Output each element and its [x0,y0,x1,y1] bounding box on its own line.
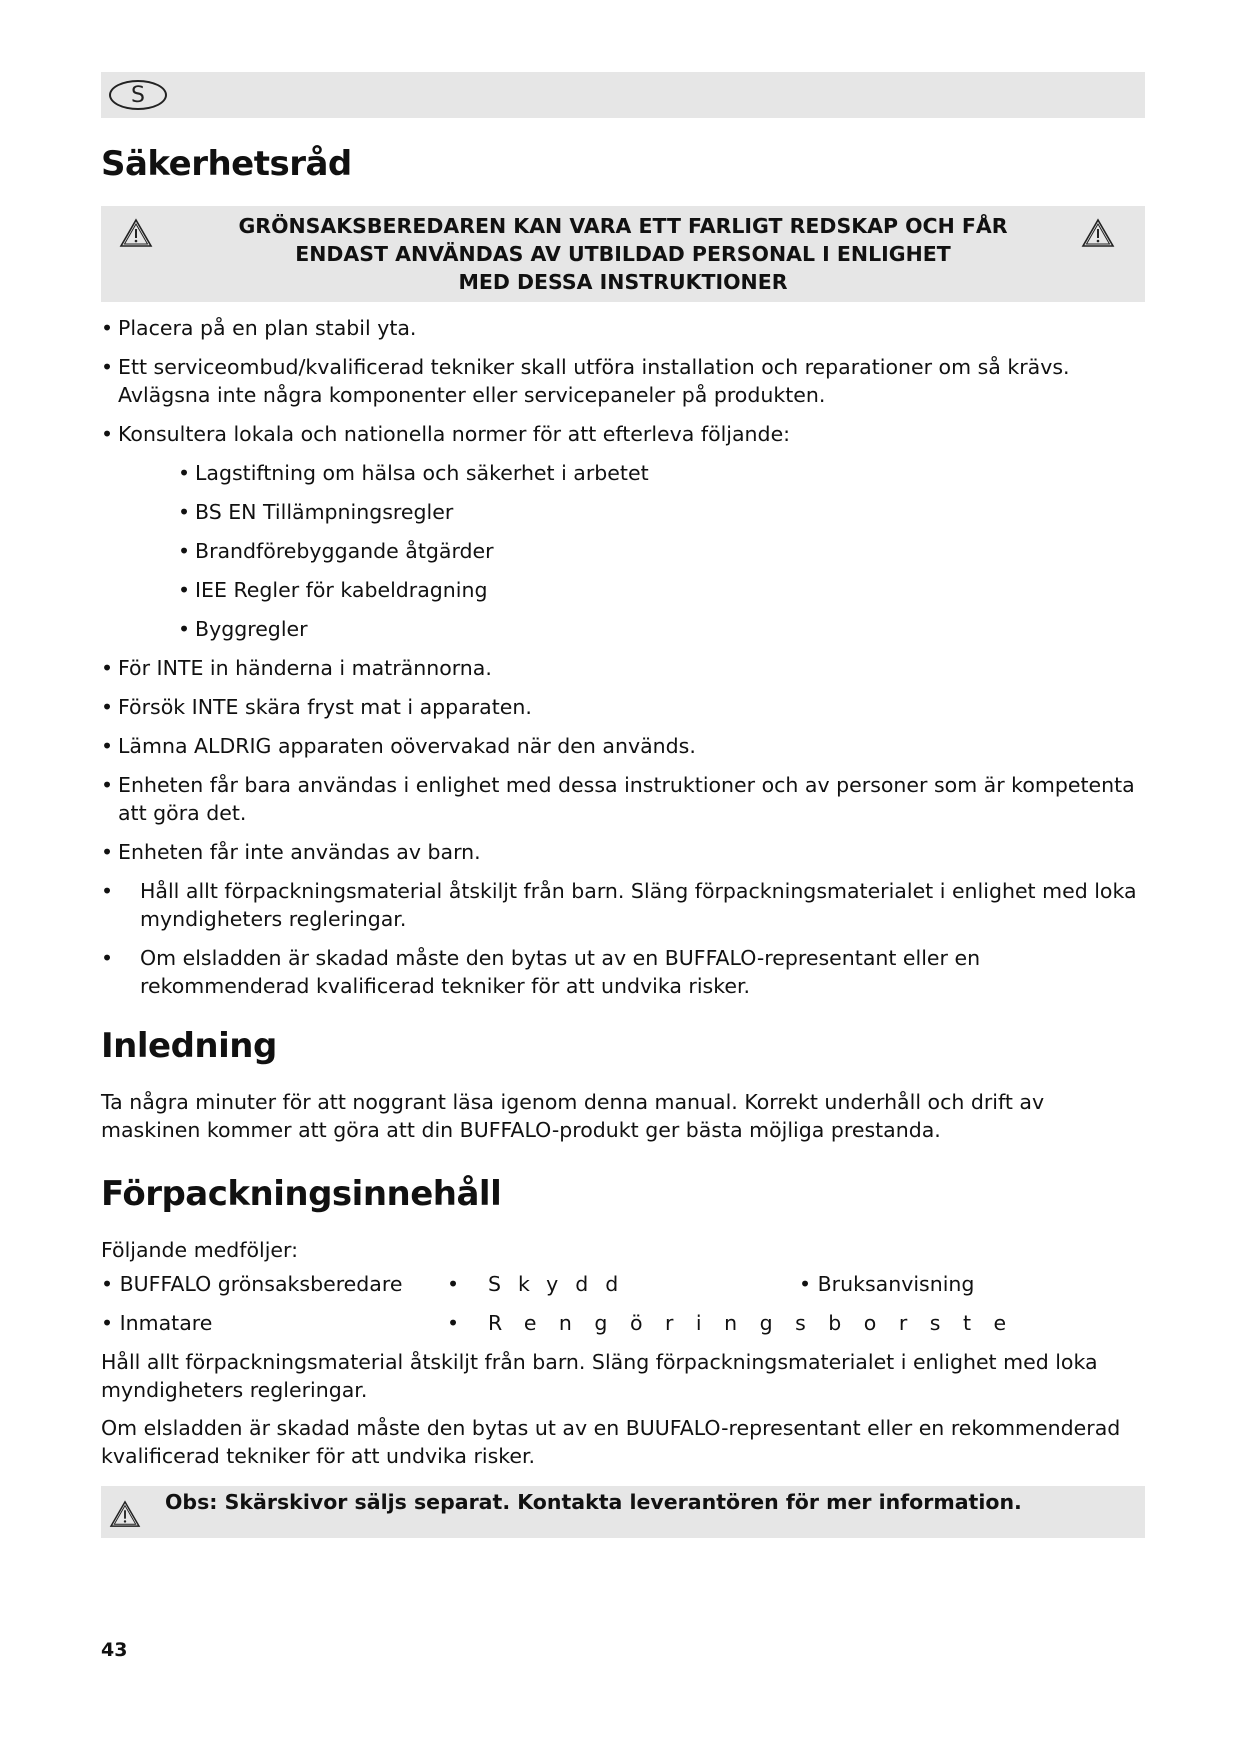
list-item: • Placera på en plan stabil yta. [101,316,417,340]
packing-title: Förpackningsinnehåll [101,1174,502,1214]
packing-paragraph: Håll allt förpackningsmaterial åtskiljt från barn. Släng förpackningsmaterialet i enlighet med loka myndigheters regleringar. [101,1350,1098,1402]
bullet: • [101,316,114,340]
sub-list-item: • Brandförebyggande åtgärder [178,539,494,563]
sub-list-item: • IEE Regler för kabeldragning [178,578,488,602]
packing-row [101,1309,1145,1337]
bullet: • [178,461,191,485]
warning-line: ENDAST ANVÄNDAS AV UTBILDAD PERSONAL I ENLIGHET [295,242,951,266]
packing-lead: Följande medföljer: [101,1238,299,1262]
list-item: • Om elsladden är skadad måste den bytas ut av en BUFFALO-representant eller en rekommenderad kvalificerad tekniker för att undvika risker. [101,946,981,998]
language-bar [101,72,1145,118]
note-text: Obs: Skärskivor säljs separat. Kontakta leverantören för mer information. [165,1490,1022,1514]
page-number: 43 [101,1639,128,1661]
list-item: • Enheten får inte användas av barn. [101,840,481,864]
packing-contents [101,1270,1145,1337]
warning-line: GRÖNSAKSBEREDAREN KAN VARA ETT FARLIGT REDSKAP OCH FÅR [238,214,1008,238]
warning-text [213,212,1033,296]
bullet: • [447,1272,460,1296]
sub-list-item: • Byggregler [178,617,308,641]
bullet: • [178,539,191,563]
packing-paragraph: Om elsladden är skadad måste den bytas ut av en BUUFALO-representant eller en rekommenderad kvalificerad tekniker för att undvika risker. [101,1416,1121,1468]
packing-item: • Bruksanvisning [799,1272,975,1296]
warning-box [101,206,1145,302]
bullet: • [101,734,114,758]
bullet: • [101,879,114,903]
list-item: • Håll allt förpackningsmaterial åtskiljt från barn. Släng förpackningsmaterialet i enlighet med loka myndigheters regleringar. [101,879,1137,931]
warning-triangle-icon [119,218,153,248]
list-item: • Ett serviceombud/kvalificerad tekniker skall utföra installation och reparationer om så krävs. Avlägsna inte några komponenter eller servicepaneler på produkten. [101,355,1070,407]
note-box [101,1486,1145,1538]
list-item: • Försök INTE skära fryst mat i apparaten. [101,695,532,719]
bullet: • [101,355,114,379]
sub-list-item: • Lagstiftning om hälsa och säkerhet i arbetet [178,461,649,485]
bullet: • [447,1311,460,1335]
bullet: • [101,840,114,864]
packing-row [101,1270,1145,1298]
list-item: • Enheten får bara användas i enlighet med dessa instruktioner och av personer som är kompetenta att göra det. [101,773,1135,825]
bullet: • [101,773,114,797]
bullet: • [101,695,114,719]
document-page [101,72,1145,1538]
warning-triangle-icon [1081,218,1115,248]
bullet: • [101,946,114,970]
intro-text: Ta några minuter för att noggrant läsa igenom denna manual. Korrekt underhåll och drift av maskinen kommer att göra att din BUFFALO-produkt ger bästa möjliga prestanda. [101,1090,1045,1142]
packing-item: • Inmatare [101,1311,213,1335]
safety-list [101,314,1145,1000]
list-item: • Lämna ALDRIG apparaten oövervakad när den används. [101,734,696,758]
list-item: • Konsultera lokala och nationella normer för att efterleva följande: [101,422,791,446]
bullet: • [178,500,191,524]
warning-line: MED DESSA INSTRUKTIONER [458,270,788,294]
packing-item: Skydd [488,1272,636,1296]
list-item: • För INTE in händerna i matrännorna. [101,656,492,680]
packing-item: • BUFFALO grönsaksberedare [101,1272,403,1296]
warning-triangle-icon [109,1500,141,1528]
language-badge: S [109,80,167,110]
bullet: • [101,422,114,446]
sub-list-item: • BS EN Tillämpningsregler [178,500,454,524]
intro-title: Inledning [101,1026,277,1066]
bullet: • [101,656,114,680]
packing-item: Rengöringsborste [488,1311,1029,1335]
bullet: • [178,617,191,641]
safety-title: Säkerhetsråd [101,144,352,184]
bullet: • [178,578,191,602]
